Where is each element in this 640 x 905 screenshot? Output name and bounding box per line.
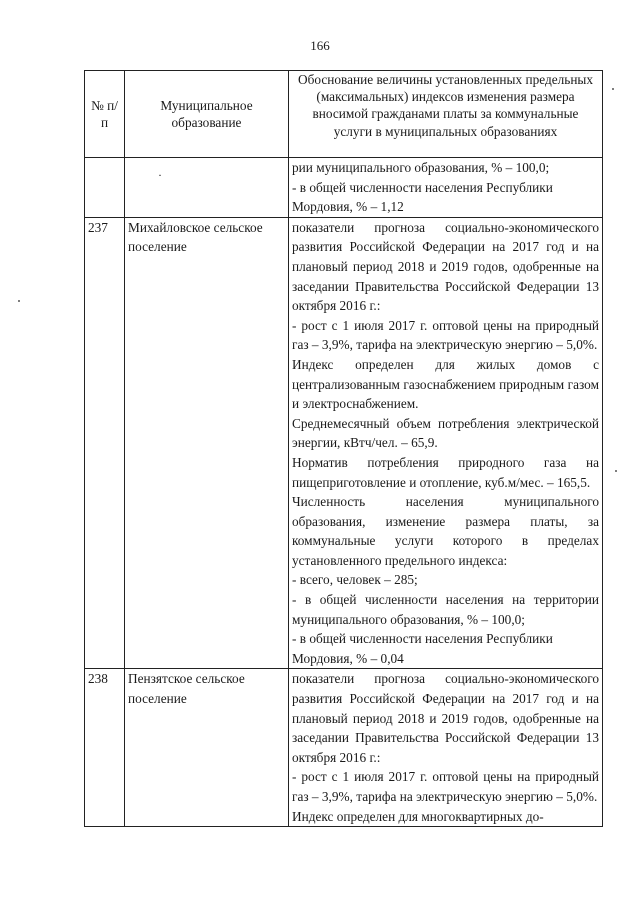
table-row <box>85 669 603 827</box>
header-num: № п/п <box>85 71 125 158</box>
row-num: 237 <box>85 217 125 669</box>
row-justification <box>289 158 603 218</box>
page-number: 166 <box>310 38 330 53</box>
text-paragraph: - всего, человек – 285; <box>292 572 418 588</box>
text-paragraph: показатели прогноза социально-экономического развития Российской Федерации на 2017 год и на плановый период 2018 и 2019 годов, одобренные на заседании Правительства Российской Федерации 13 октября 2016 г.: <box>292 671 599 765</box>
text-paragraph: - в общей численности населения Республики Мордовия, % – 0,04 <box>292 631 553 666</box>
header-municipality: Муниципальное образование <box>125 71 289 158</box>
indices-table <box>84 70 603 827</box>
header-justification: Обоснование величины установленных предельных (максимальных) индексов изменения размера вносимой гражданами платы за коммунальные услуги в муниципальных образованиях <box>289 71 603 158</box>
scan-speck <box>612 88 614 90</box>
row-justification <box>289 217 603 669</box>
row-municipality: Пензятское сельское поселение <box>125 669 289 827</box>
text-paragraph: показатели прогноза социально-экономического развития Российской Федерации на 2017 год и на плановый период 2018 и 2019 годов, одобренные на заседании Правительства Российской Федерации 13 октября 2016 г.: <box>292 219 599 314</box>
text-paragraph: - рост с 1 июля 2017 г. оптовой цены на природный газ – 3,9%, тарифа на электрическую энергию – 5,0%. <box>292 769 599 804</box>
stray-mark: · <box>158 168 162 182</box>
table-header-row <box>85 71 603 158</box>
row-num: 238 <box>85 669 125 827</box>
text-paragraph: - рост с 1 июля 2017 г. оптовой цены на природный газ – 3,9%, тарифа на электрическую энергию – 5,0%. <box>292 317 599 353</box>
text-paragraph: Индекс определен для жилых домов с централизованным газоснабжением природным газом и электроснабжением. <box>292 356 599 412</box>
text-paragraph: Среднемесячный объем потребления электрической энергии, кВтч/чел. – 65,9. <box>292 415 599 451</box>
row-justification <box>289 669 603 827</box>
text-paragraph: Индекс определен для многоквартирных до- <box>292 808 544 824</box>
text-paragraph: - в общей численности населения на территории муниципального образования, % – 100,0; <box>292 592 599 627</box>
scan-speck <box>18 300 20 302</box>
table-row-continuation <box>85 158 603 218</box>
row-num <box>85 158 125 218</box>
text-line: - в общей численности населения Республики Мордовия, % – 1,12 <box>292 179 553 215</box>
table-row <box>85 217 603 669</box>
text-paragraph: Норматив потребления природного газа на пищеприготовление и отопление, куб.м/мес. – 165,5. <box>292 454 599 490</box>
row-municipality: Михайловское сельское поселение <box>125 217 289 669</box>
text-line: рии муниципального образования, % – 100,0; <box>292 160 550 175</box>
row-municipality <box>125 158 289 218</box>
scan-speck <box>615 470 617 472</box>
text-paragraph: Численность населения муниципального образования, изменение размера платы, за коммунальные услуги которого в пределах установленного предельного индекса: <box>292 494 599 568</box>
